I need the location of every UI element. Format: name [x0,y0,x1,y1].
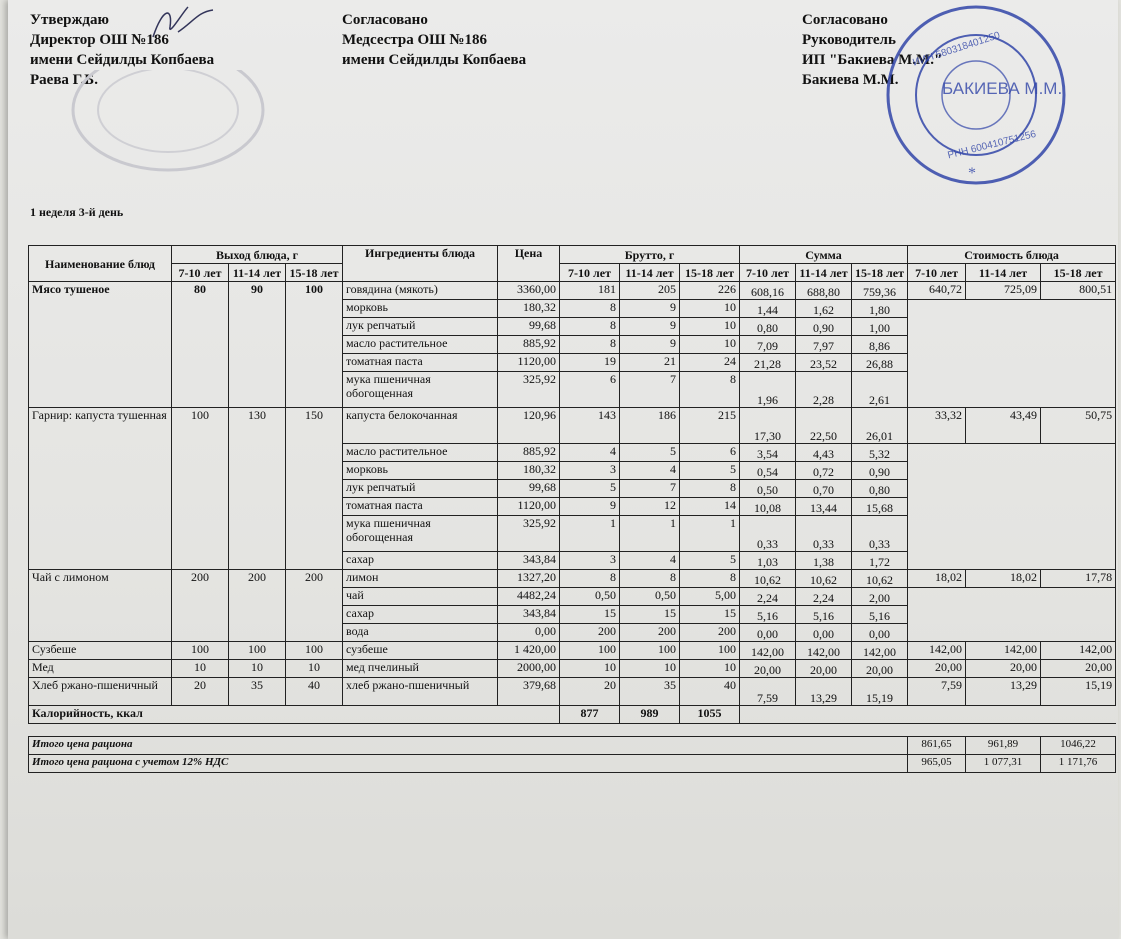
ingredient-sum: 0,54 [740,462,796,480]
gross-weight: 3 [560,552,620,570]
agreement-school: имени Сейдилды Копбаева [342,52,527,68]
ingredient-name: чай [343,588,498,606]
col-age-7-10: 7-10 лет [740,264,796,282]
agreement-nurse-block [342,10,526,70]
ingredient-price: 325,92 [498,372,560,408]
dish-cost: 18,02 [908,570,966,588]
gross-weight: 8 [680,372,740,408]
gross-weight: 186 [620,408,680,444]
gross-weight: 8 [560,336,620,354]
gross-weight: 1 [560,516,620,552]
ingredient-sum: 0,00 [852,624,908,642]
agreement-title: Согласовано [342,12,428,28]
ingredient-sum: 0,90 [796,318,852,336]
dish-name: Хлеб ржано-пшеничный [29,678,172,706]
gross-weight: 7 [620,372,680,408]
svg-text:БАКИЕВА М.М.: БАКИЕВА М.М. [942,79,1063,98]
ingredient-sum: 1,62 [796,300,852,318]
ingredient-price: 343,84 [498,552,560,570]
dish-output: 90 [229,282,286,408]
col-sum: Сумма [740,246,908,264]
agreement-position: Медсестра ОШ №186 [342,32,487,48]
ingredient-sum: 20,00 [852,660,908,678]
dish-output: 150 [286,408,343,570]
calories-value: 989 [620,706,680,724]
gross-weight: 6 [680,444,740,462]
ingredient-sum: 13,44 [796,498,852,516]
dish-output: 100 [172,408,229,570]
ingredient-sum: 142,00 [852,642,908,660]
ingredient-sum: 8,86 [852,336,908,354]
gross-weight: 35 [620,678,680,706]
gross-weight: 215 [680,408,740,444]
gross-weight: 9 [620,300,680,318]
col-output: Выход блюда, г [172,246,343,264]
gross-weight: 10 [620,660,680,678]
dish-output: 100 [229,642,286,660]
agreement-title: Согласовано [802,12,888,28]
col-age-15-18: 15-18 лет [680,264,740,282]
ingredient-sum: 2,28 [796,372,852,408]
ingredient-name: мука пшеничная обогощенная [343,372,498,408]
dish-cost: 20,00 [966,660,1041,678]
dish-name: Сузбеше [29,642,172,660]
calories-value: 877 [560,706,620,724]
ingredient-sum: 0,33 [796,516,852,552]
ingredient-sum: 17,30 [740,408,796,444]
ingredient-price: 180,32 [498,462,560,480]
gross-weight: 12 [620,498,680,516]
ingredient-price: 343,84 [498,606,560,624]
svg-text:ИИН 580318401250: ИИН 580318401250 [911,29,1002,69]
gross-weight: 100 [560,642,620,660]
col-gross: Брутто, г [560,246,740,264]
total-vat-value: 1 171,76 [1041,755,1116,773]
approval-person: Раева Г.Б. [30,72,98,88]
col-age-15-18: 15-18 лет [286,264,343,282]
ingredient-sum: 5,16 [852,606,908,624]
table-row [29,642,1116,660]
gross-weight: 6 [560,372,620,408]
gross-weight: 5 [680,552,740,570]
dish-output: 20 [172,678,229,706]
ingredient-price: 1120,00 [498,354,560,372]
gross-weight: 200 [620,624,680,642]
ingredient-sum: 5,16 [740,606,796,624]
ingredient-sum: 0,33 [740,516,796,552]
ingredient-sum: 608,16 [740,282,796,300]
dish-cost: 142,00 [1041,642,1116,660]
ingredient-price: 0,00 [498,624,560,642]
gross-weight: 15 [620,606,680,624]
gross-weight: 1 [620,516,680,552]
ingredient-sum: 22,50 [796,408,852,444]
dish-cost: 17,78 [1041,570,1116,588]
gross-weight: 10 [680,660,740,678]
total-row [29,737,1116,755]
menu-table [28,245,1116,773]
gross-weight: 5 [560,480,620,498]
dish-cost: 7,59 [908,678,966,706]
gross-weight: 14 [680,498,740,516]
col-age-15-18: 15-18 лет [1041,264,1116,282]
calories-label: Калорийность, ккал [29,706,560,724]
gross-weight: 226 [680,282,740,300]
dish-name: Гарнир: капуста тушенная [29,408,172,570]
faded-stamp-icon [48,70,278,180]
ingredient-price: 1327,20 [498,570,560,588]
ingredient-name: томатная паста [343,354,498,372]
total-vat-row [29,755,1116,773]
gross-weight: 15 [680,606,740,624]
ingredient-sum: 21,28 [740,354,796,372]
ingredient-sum: 0,00 [796,624,852,642]
ingredient-sum: 1,38 [796,552,852,570]
ingredient-name: томатная паста [343,498,498,516]
table-row [29,282,1116,300]
round-stamp-icon [856,0,1106,195]
dish-cost: 640,72 [908,282,966,300]
signature-icon [148,2,218,42]
gross-weight: 21 [620,354,680,372]
col-age-11-14: 11-14 лет [966,264,1041,282]
dish-output: 10 [286,660,343,678]
ingredient-name: сузбеше [343,642,498,660]
ingredient-sum: 2,61 [852,372,908,408]
gross-weight: 8 [560,300,620,318]
gross-weight: 0,50 [560,588,620,606]
ingredient-sum: 2,00 [852,588,908,606]
dish-name: Мед [29,660,172,678]
ingredient-sum: 0,90 [852,462,908,480]
col-age-7-10: 7-10 лет [908,264,966,282]
gross-weight: 205 [620,282,680,300]
ingredient-sum: 0,80 [740,318,796,336]
ingredient-name: хлеб ржано-пшеничный [343,678,498,706]
gross-weight: 8 [680,570,740,588]
gross-weight: 4 [620,462,680,480]
dish-cost: 33,32 [908,408,966,444]
ingredient-sum: 7,59 [740,678,796,706]
dish-output: 200 [286,570,343,642]
ingredient-sum: 2,24 [740,588,796,606]
ingredient-sum: 5,16 [796,606,852,624]
ingredient-sum: 142,00 [740,642,796,660]
gross-weight: 10 [680,318,740,336]
ingredient-name: лук репчатый [343,480,498,498]
ingredient-sum: 759,36 [852,282,908,300]
col-dish-name: Наименование блюд [29,246,172,282]
total-vat-value: 1 077,31 [966,755,1041,773]
svg-text:*: * [968,165,976,182]
approval-position: Директор ОШ №186 [30,32,169,48]
col-age-7-10: 7-10 лет [172,264,229,282]
menu-table-body [29,282,1116,706]
dish-output: 100 [286,642,343,660]
ingredient-sum: 26,88 [852,354,908,372]
ingredient-sum: 0,80 [852,480,908,498]
gross-weight: 19 [560,354,620,372]
ingredient-price: 885,92 [498,336,560,354]
calories-value: 1055 [680,706,740,724]
dish-cost: 725,09 [966,282,1041,300]
ingredient-name: лимон [343,570,498,588]
ingredient-price: 120,96 [498,408,560,444]
ingredient-price: 2000,00 [498,660,560,678]
ingredient-sum: 1,72 [852,552,908,570]
document-page [8,0,1118,939]
ingredient-sum: 142,00 [796,642,852,660]
dish-output: 10 [229,660,286,678]
gross-weight: 5 [620,444,680,462]
ingredient-sum: 15,68 [852,498,908,516]
ingredient-sum: 4,43 [796,444,852,462]
gross-weight: 143 [560,408,620,444]
ingredient-name: лук репчатый [343,318,498,336]
ingredient-sum: 20,00 [740,660,796,678]
dish-output: 200 [229,570,286,642]
dish-output: 80 [172,282,229,408]
col-ingredients: Ингредиенты блюда [343,246,498,282]
dish-cost: 50,75 [1041,408,1116,444]
dish-output: 35 [229,678,286,706]
approval-school: имени Сейдилды Копбаева [30,52,215,68]
total-value: 1046,22 [1041,737,1116,755]
calories-row [29,706,1116,724]
dish-cost: 18,02 [966,570,1041,588]
gross-weight: 15 [560,606,620,624]
dish-name: Мясо тушеное [29,282,172,408]
gross-weight: 4 [560,444,620,462]
col-age-15-18: 15-18 лет [852,264,908,282]
gross-weight: 40 [680,678,740,706]
gross-weight: 4 [620,552,680,570]
dish-name: Чай с лимоном [29,570,172,642]
ingredient-sum: 10,62 [852,570,908,588]
ingredient-name: морковь [343,462,498,480]
ingredient-price: 4482,24 [498,588,560,606]
col-age-11-14: 11-14 лет [620,264,680,282]
dish-cost: 20,00 [1041,660,1116,678]
week-day-label: 1 неделя 3-й день [30,205,124,219]
ingredient-name: мука пшеничная обогощенная [343,516,498,552]
col-price: Цена [498,246,560,282]
dish-output: 40 [286,678,343,706]
gross-weight: 8 [560,318,620,336]
ingredient-sum: 0,72 [796,462,852,480]
ingredient-sum: 13,29 [796,678,852,706]
approval-title: Утверждаю [30,12,109,28]
table-row [29,678,1116,706]
ingredient-name: вода [343,624,498,642]
gross-weight: 3 [560,462,620,480]
gross-weight: 100 [620,642,680,660]
ingredient-sum: 20,00 [796,660,852,678]
gross-weight: 7 [620,480,680,498]
ingredient-sum: 23,52 [796,354,852,372]
ingredient-name: масло растительное [343,336,498,354]
total-value: 961,89 [966,737,1041,755]
ingredient-sum: 0,70 [796,480,852,498]
ingredient-sum: 5,32 [852,444,908,462]
dish-cost: 43,49 [966,408,1041,444]
gross-weight: 5,00 [680,588,740,606]
ingredient-price: 379,68 [498,678,560,706]
gross-weight: 5 [680,462,740,480]
dish-cost: 15,19 [1041,678,1116,706]
gross-weight: 100 [680,642,740,660]
gross-weight: 9 [620,336,680,354]
dish-output: 130 [229,408,286,570]
col-age-7-10: 7-10 лет [560,264,620,282]
ingredient-sum: 10,08 [740,498,796,516]
dish-cost: 20,00 [908,660,966,678]
ingredient-sum: 15,19 [852,678,908,706]
agreement-person: Бакиева М.М. [802,72,899,88]
ingredient-sum: 10,62 [740,570,796,588]
gross-weight: 200 [680,624,740,642]
ingredient-sum: 26,01 [852,408,908,444]
gross-weight: 8 [560,570,620,588]
gross-weight: 10 [680,300,740,318]
gross-weight: 8 [680,480,740,498]
total-label: Итого цена рациона [29,737,908,755]
gross-weight: 181 [560,282,620,300]
gross-weight: 24 [680,354,740,372]
ingredient-sum: 0,50 [740,480,796,498]
ingredient-sum: 10,62 [796,570,852,588]
ingredient-price: 180,32 [498,300,560,318]
dish-output: 100 [172,642,229,660]
ingredient-sum: 3,54 [740,444,796,462]
svg-text:РНН 600410751256: РНН 600410751256 [946,128,1038,162]
ingredient-price: 3360,00 [498,282,560,300]
ingredient-sum: 7,97 [796,336,852,354]
dish-cost: 142,00 [908,642,966,660]
ingredient-name: морковь [343,300,498,318]
table-row [29,408,1116,444]
ingredient-name: сахар [343,606,498,624]
ingredient-name: масло растительное [343,444,498,462]
ingredient-sum: 0,33 [852,516,908,552]
dish-cost: 13,29 [966,678,1041,706]
gross-weight: 9 [620,318,680,336]
dish-output: 10 [172,660,229,678]
ingredient-sum: 1,96 [740,372,796,408]
agreement-position: Руководитель [802,32,896,48]
ingredient-sum: 1,44 [740,300,796,318]
gross-weight: 10 [560,660,620,678]
col-cost: Стоимость блюда [908,246,1116,264]
gross-weight: 200 [560,624,620,642]
ingredient-sum: 688,80 [796,282,852,300]
total-vat-label: Итого цена рациона с учетом 12% НДС [29,755,908,773]
gross-weight: 10 [680,336,740,354]
gross-weight: 0,50 [620,588,680,606]
gross-weight: 9 [560,498,620,516]
agreement-company: ИП "Бакиева М.М." [802,52,943,68]
ingredient-name: говядина (мякоть) [343,282,498,300]
total-vat-value: 965,05 [908,755,966,773]
ingredient-sum: 1,80 [852,300,908,318]
ingredient-sum: 0,00 [740,624,796,642]
gross-weight: 8 [620,570,680,588]
ingredient-price: 1 420,00 [498,642,560,660]
ingredient-price: 885,92 [498,444,560,462]
ingredient-sum: 1,03 [740,552,796,570]
table-row [29,660,1116,678]
ingredient-name: мед пчелиный [343,660,498,678]
total-value: 861,65 [908,737,966,755]
gross-weight: 20 [560,678,620,706]
col-age-11-14: 11-14 лет [796,264,852,282]
ingredient-sum: 1,00 [852,318,908,336]
ingredient-name: сахар [343,552,498,570]
ingredient-name: капуста белокочанная [343,408,498,444]
ingredient-sum: 2,24 [796,588,852,606]
dish-cost: 800,51 [1041,282,1116,300]
ingredient-price: 1120,00 [498,498,560,516]
dish-cost: 142,00 [966,642,1041,660]
gross-weight: 1 [680,516,740,552]
table-row [29,570,1116,588]
ingredient-price: 99,68 [498,318,560,336]
dish-output: 200 [172,570,229,642]
ingredient-price: 99,68 [498,480,560,498]
ingredient-sum: 7,09 [740,336,796,354]
col-age-11-14: 11-14 лет [229,264,286,282]
ingredient-price: 325,92 [498,516,560,552]
dish-output: 100 [286,282,343,408]
